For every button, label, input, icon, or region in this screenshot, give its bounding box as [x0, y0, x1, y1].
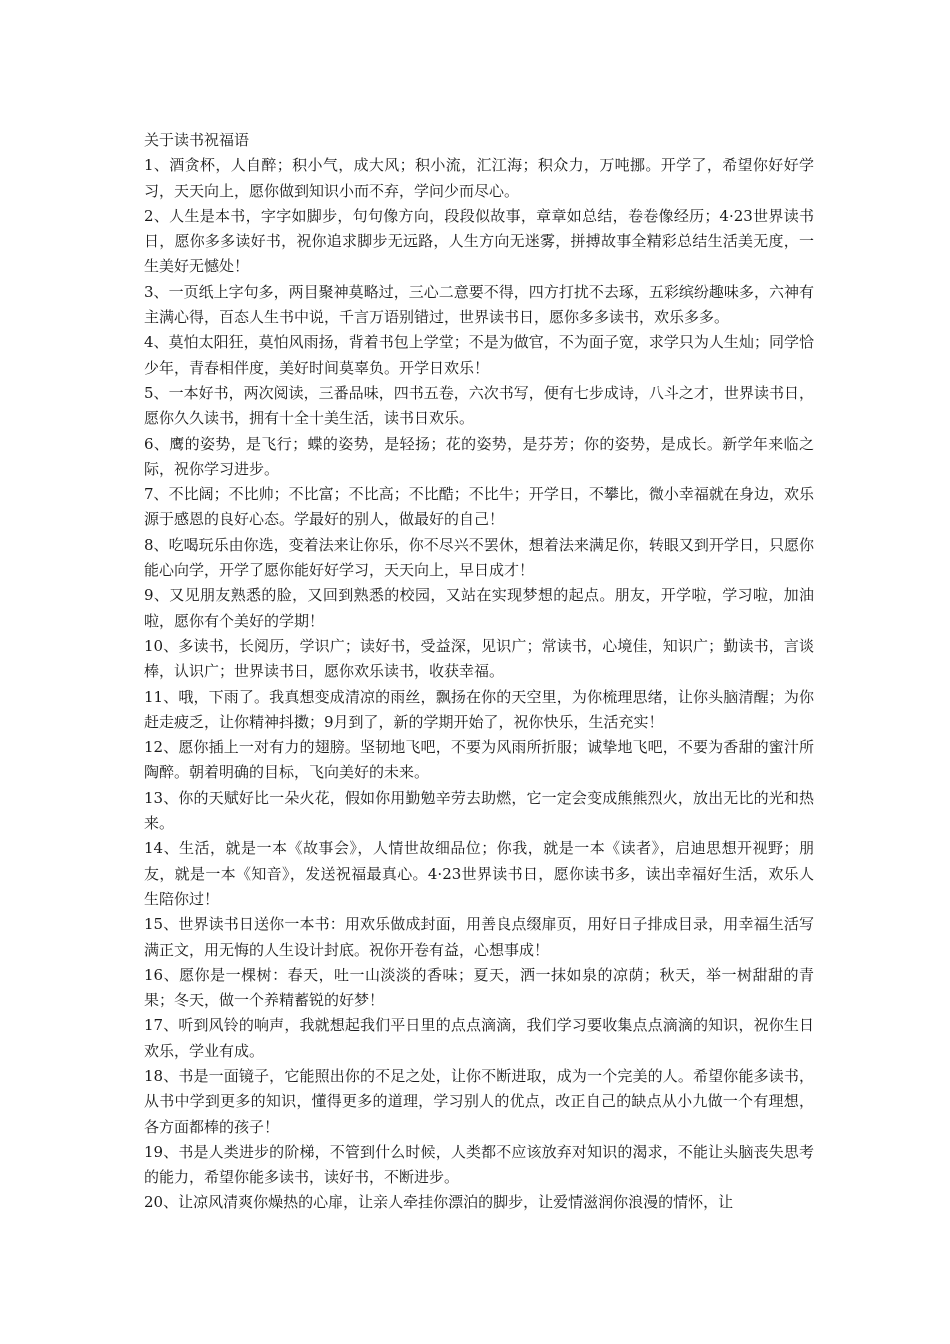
- blessing-item: 16、愿你是一棵树：春天，吐一山淡淡的香味；夏天，洒一抹如泉的凉荫；秋天，举一树甜甜的青果；冬天，做一个养精蓄锐的好梦！: [144, 965, 814, 1010]
- blessing-item: 20、让凉风清爽你燥热的心扉，让亲人牵挂你漂泊的脚步，让爱情滋润你浪漫的情怀，让: [144, 1193, 734, 1212]
- blessing-item: 12、愿你插上一对有力的翅膀。坚韧地飞吧，不要为风雨所折服；诚挚地飞吧，不要为香甜的蜜汁所陶醉。朝着明确的目标，飞向美好的未来。: [144, 738, 814, 782]
- blessing-item: 2、人生是本书，字字如脚步，句句像方向，段段似故事，章章如总结，卷卷像经历；4·23世界读书日，愿你多多读好书，祝你追求脚步无远路，人生方向无迷雾，拼搏故事全精彩总结生活美无度，一生美好无憾处！: [144, 206, 814, 276]
- blessing-item: 5、一本好书，两次阅读，三番品味，四书五卷，六次书写，便有七步成诗，八斗之才，世界读书日，愿你久久读书，拥有十全十美生活，读书日欢乐。: [144, 383, 814, 428]
- blessing-item: 7、不比阔；不比帅；不比富；不比高；不比酷；不比牛；开学日，不攀比，微小幸福就在身边，欢乐源于感恩的良好心态。学最好的别人，做最好的自己！: [144, 485, 814, 529]
- blessing-list: [144, 153, 814, 1215]
- blessing-item: 11、哦，下雨了。我真想变成清凉的雨丝，飘扬在你的天空里，为你梳理思绪，让你头脑清醒；为你赶走疲乏，让你精神抖擞；9月到了，新的学期开始了，祝你快乐，生活充实！: [144, 687, 814, 731]
- blessing-item: 3、一页纸上字句多，两目聚神莫略过，三心二意要不得，四方打扰不去琢，五彩缤纷趣味多，六神有主满心得，百态人生书中说，千言万语别错过，世界读书日，愿你多多读书，欢乐多多。: [144, 282, 814, 327]
- document-page: [144, 128, 814, 1216]
- blessing-item: 10、多读书，长阅历，学识广；读好书，受益深，见识广；常读书，心境佳，知识广；勤读书，言谈棒，认识广；世界读书日，愿你欢乐读书，收获幸福。: [144, 636, 814, 681]
- blessing-item: 15、世界读书日送你一本书：用欢乐做成封面，用善良点缀扉页，用好日子排成目录，用幸福生活写满正文，用无悔的人生设计封底。祝你开卷有益，心想事成！: [144, 915, 814, 959]
- blessing-item: 17、听到风铃的响声，我就想起我们平日里的点点滴滴，我们学习要收集点点滴滴的知识，祝你生日欢乐，学业有成。: [144, 1016, 814, 1060]
- blessing-item: 8、吃喝玩乐由你选，变着法来让你乐，你不尽兴不罢休，想着法来满足你，转眼又到开学日，只愿你能心向学，开学了愿你能好好学习，天天向上，早日成才！: [144, 535, 814, 580]
- blessing-item: 6、鹰的姿势，是飞行；蝶的姿势，是轻扬；花的姿势，是芬芳；你的姿势，是成长。新学年来临之际，祝你学习进步。: [144, 434, 814, 478]
- blessing-item: 1、酒贪杯，人自醉；积小气，成大风；积小流，汇江海；积众力，万吨挪。开学了，希望你好好学习，天天向上，愿你做到知识小而不弃，学问少而尽心。: [144, 156, 814, 200]
- document-title: 关于读书祝福语: [144, 131, 250, 149]
- blessing-item: 18、书是一面镜子，它能照出你的不足之处，让你不断进取，成为一个完美的人。希望你能多读书，从书中学到更多的知识，懂得更多的道理，学习别人的优点，改正自己的缺点从小九做一个有理想，各方面都棒的孩子！: [144, 1066, 814, 1136]
- blessing-item: 19、书是人类进步的阶梯，不管到什么时候，人类都不应该放弃对知识的渴求，不能让头脑丧失思考的能力，希望你能多读书，读好书，不断进步。: [144, 1142, 814, 1187]
- blessing-item: 14、生活，就是一本《故事会》，人情世故细品位；你我，就是一本《读者》，启迪思想开视野；朋友，就是一本《知音》，发送祝福最真心。4·23世界读书日，愿你读书多，读出幸福好生活，欢乐人生陪你过！: [144, 839, 814, 908]
- blessing-item: 4、莫怕太阳狂，莫怕风雨扬，背着书包上学堂；不是为做官，不为面子宽，求学只为人生灿；同学恰少年，青春相伴度，美好时间莫辜负。开学日欢乐！: [144, 333, 814, 377]
- blessing-item: 13、你的天赋好比一朵火花，假如你用勤勉辛劳去助燃，它一定会变成熊熊烈火，放出无比的光和热来。: [144, 788, 814, 833]
- blessing-item: 9、又见朋友熟悉的脸，又回到熟悉的校园，又站在实现梦想的起点。朋友，开学啦，学习啦，加油啦，愿你有个美好的学期！: [144, 586, 814, 630]
